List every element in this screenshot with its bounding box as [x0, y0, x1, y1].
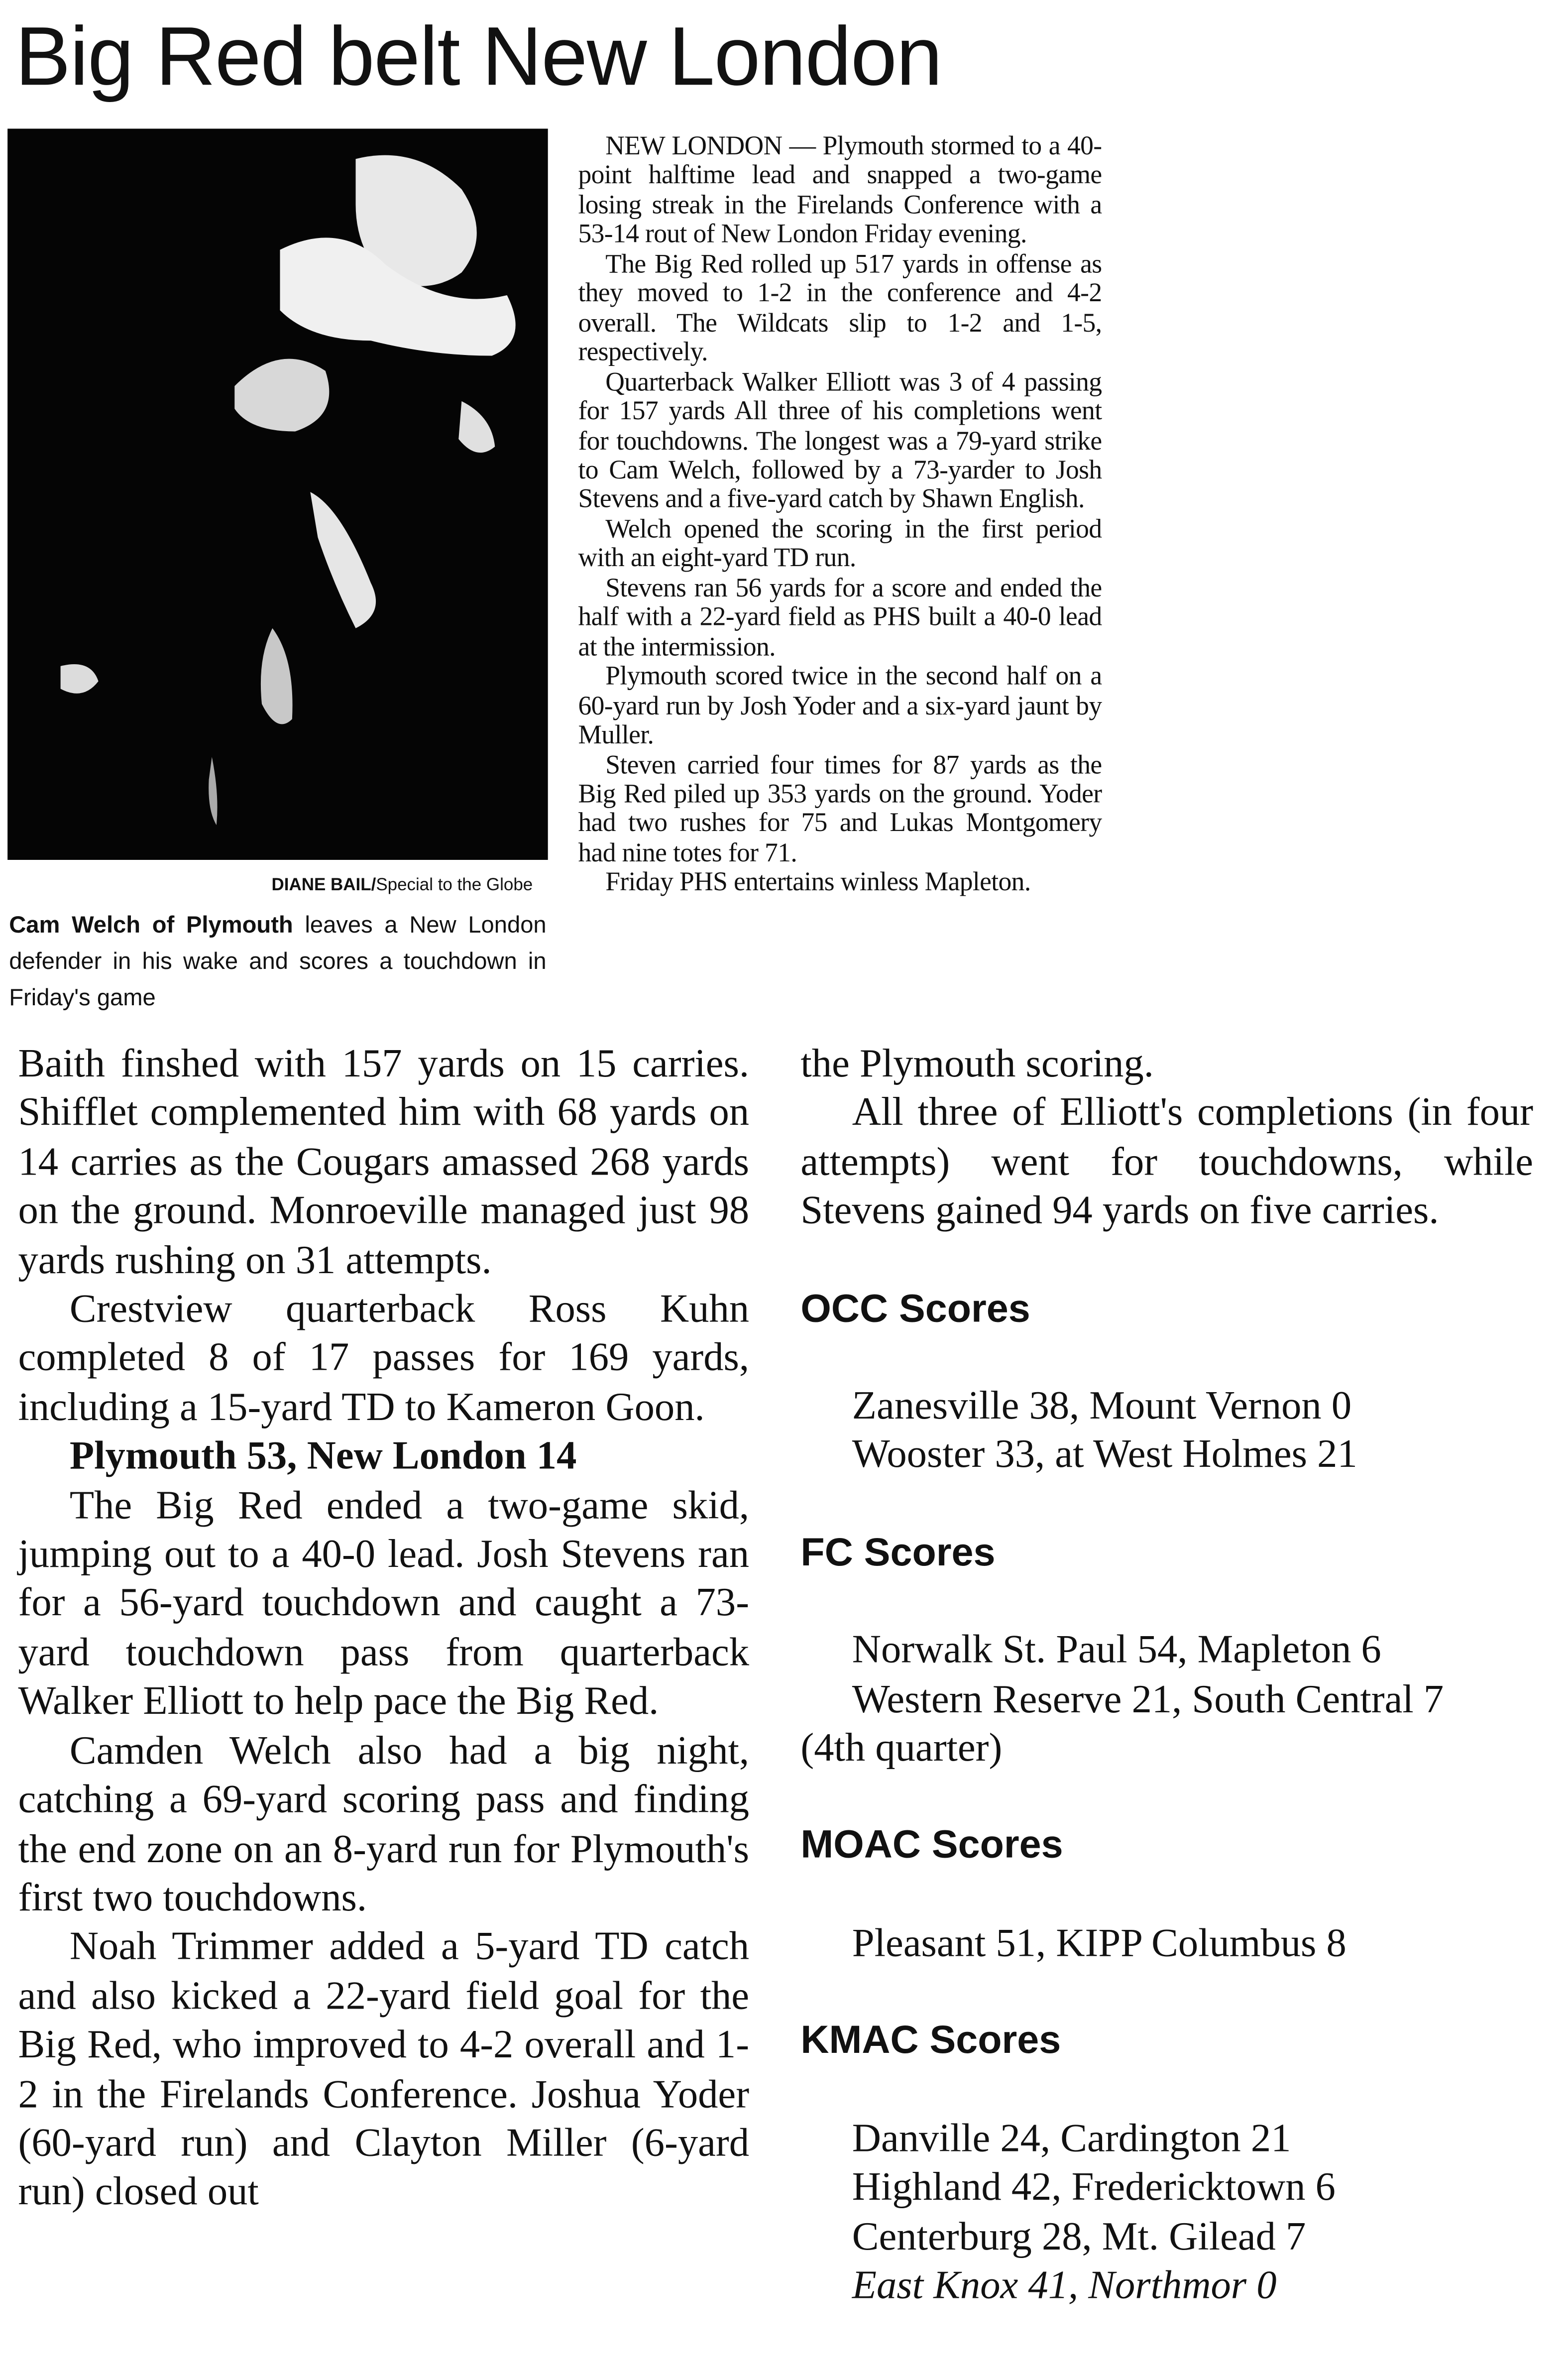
story-paragraph: The Big Red rolled up 517 yards in offense as they moved to 1-2 in the conference and 4-2 overall. The Wildcats slip to 1-2 and 1-5, respectively. [578, 248, 1102, 367]
score-line: Pleasant 51, KIPP Columbus 8 [852, 1919, 1346, 1965]
roundup-paragraph: Crestview quarterback Ross Kuhn completed 8 of 17 passes for 169 yards, including a 15-yard TD to Kameron Goon. [18, 1285, 750, 1429]
score-note: (4th quarter) [800, 1724, 1003, 1770]
section-heading: FC Scores [800, 1529, 996, 1574]
score-line: Wooster 33, at West Holmes 21 [852, 1431, 1357, 1477]
roundup-paragraph: All three of Elliott's completions (in four attempts) went for touchdowns, while Stevens gained 94 yards on five carries. [800, 1089, 1534, 1233]
score-line: Danville 24, Cardington 21 [852, 2114, 1291, 2160]
story-column [578, 132, 1102, 898]
story-paragraph: Steven carried four times for 87 yards as the Big Red piled up 353 yards on the ground. Yoder had two rushes for 75 and Lukas Montgomery had nine totes for 71. [578, 748, 1102, 867]
photo-image [7, 128, 548, 860]
scores-section-occ [800, 1283, 1533, 1479]
scores-section-fc [800, 1527, 1533, 1772]
roundup-paragraph: the Plymouth scoring. [800, 1040, 1154, 1086]
photo-caption [9, 908, 546, 1017]
story-paragraph: Welch opened the scoring in the first period with an eight-yard TD run. [578, 513, 1102, 573]
score-line: Highland 42, Fredericktown 6 [852, 2163, 1336, 2209]
roundup-paragraph: The Big Red ended a two-game skid, jumping out to a 40-0 lead. Josh Stevens ran for a 56-yard touchdown and caught a 73-yard touchdown pass from quarterback Walker Elliott to help pace the Big Red. [18, 1481, 750, 1723]
scores-section-moac [800, 1820, 1533, 1967]
section-heading: OCC Scores [800, 1285, 1030, 1330]
photographer-name: DIANE BAIL/ [271, 876, 376, 895]
story-paragraph: Friday PHS entertains winless Mapleton. [605, 866, 1031, 897]
score-line: East Knox 41, Northmor 0 [852, 2261, 1277, 2307]
section-heading: MOAC Scores [800, 1822, 1063, 1868]
story-paragraph: Plymouth scored twice in the second half on a 60-yard run by Josh Yoder and a six-yard jaunt by Muller. [578, 660, 1102, 750]
score-line: Centerburg 28, Mt. Gilead 7 [852, 2212, 1306, 2258]
caption-subject: Cam Welch of Plymouth [9, 913, 293, 939]
roundup-paragraph: Baith finshed with 157 yards on 15 carries. Shifflet complemented him with 68 yards on 14 carries as the Cougars amassed 268 yards on the ground. Monroeville managed just 98 yards rushing on 31 attempts. [18, 1040, 750, 1282]
score-line: Norwalk St. Paul 54, Mapleton 6 [852, 1626, 1381, 1672]
story-paragraph: Stevens ran 56 yards for a score and ended the half with a 22-yard field as PHS built a 40-0 lead at the intermission. [578, 572, 1102, 661]
football-player-photo [7, 128, 548, 860]
scores-section-kmac [800, 2016, 1533, 2309]
roundup-paragraph: Noah Trimmer added a 5-yard TD catch and also kicked a 22-yard field goal for the Big Red, who improved to 4-2 overall and 1-2 in the Firelands Conference. Joshua Yoder (60-yard run) and Clayton Miller (6-yard run) closed out [18, 1923, 750, 2214]
section-heading: KMAC Scores [800, 2017, 1061, 2063]
photo-credit [151, 873, 533, 898]
roundup-paragraph: Camden Welch also had a big night, catching a 69-yard scoring pass and finding the end zone on an 8-yard run for Plymouth's first two touchdowns. [18, 1727, 750, 1920]
game-subhead: Plymouth 53, New London 14 [69, 1432, 577, 1478]
left-roundup-column [18, 1039, 749, 2216]
caption-text: leaves a New London defender in his wake and scores a touchdown in Friday's game [9, 913, 547, 1012]
right-roundup-column [800, 1039, 1533, 2309]
score-line: Western Reserve 21, South Central 7 [852, 1675, 1444, 1721]
score-line: Zanesville 38, Mount Vernon 0 [852, 1382, 1352, 1428]
story-paragraph: NEW LONDON — Plymouth stormed to a 40-point halftime lead and snapped a two-game losing streak in the Firelands Conference with a 53-14 rout of New London Friday evening. [578, 130, 1102, 249]
photo-credit-org: Special to the Globe [376, 876, 533, 895]
story-paragraph: Quarterback Walker Elliott was 3 of 4 passing for 157 yards All three of his completions went for touchdowns. The longest was a 79-yard strike to Cam Welch, followed by a 73-yarder to Josh Stevens and a five-yard catch by Shawn English. [578, 365, 1102, 514]
headline: Big Red belt New London [15, 9, 942, 103]
